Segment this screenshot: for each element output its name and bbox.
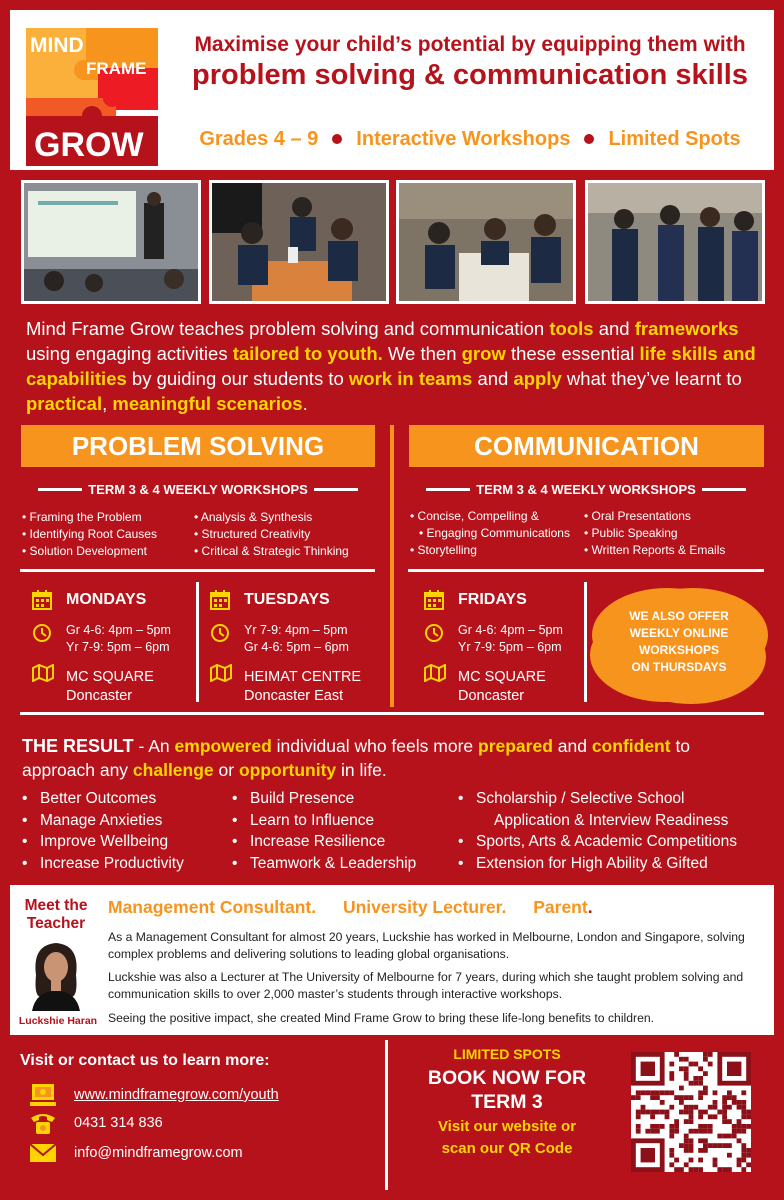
- intro-paragraph: [26, 316, 762, 416]
- map-icon: [210, 664, 232, 682]
- session-location: [66, 668, 194, 706]
- online-workshops-badge: [598, 592, 760, 698]
- clock-icon: [210, 623, 230, 643]
- text-segment: or: [213, 760, 239, 780]
- highlight-text: tools: [549, 318, 594, 339]
- day-name: TUESDAYS: [244, 591, 330, 608]
- contact-section: [10, 1040, 388, 1190]
- list-item: • Scholarship / Selective School: [458, 788, 737, 810]
- list-item: • Structured Creativity: [194, 526, 349, 543]
- role: Parent: [533, 897, 588, 917]
- session-location: [244, 668, 386, 706]
- highlight-text: tailored to youth.: [232, 343, 383, 364]
- contact-phone[interactable]: [28, 1110, 163, 1136]
- tag-grades: Grades 4 – 9: [199, 128, 319, 150]
- text-segment: in life.: [336, 760, 387, 780]
- clock-icon: [424, 623, 444, 643]
- list-item: • Framing the Problem: [22, 509, 157, 526]
- list-item: • Public Speaking: [584, 525, 725, 542]
- text-segment: using engaging activities: [26, 343, 233, 364]
- meet-the-teacher-heading: Meet the Teacher: [24, 897, 88, 932]
- highlight-text: practical: [26, 393, 103, 414]
- email-address[interactable]: info@mindframegrow.com: [74, 1145, 243, 1161]
- visit-line: [404, 1116, 610, 1160]
- headline-line2: problem solving & communication skills: [192, 59, 748, 91]
- headline-line1: Maximise your child’s potential by equipping them with: [194, 33, 746, 56]
- text-segment: ,: [102, 393, 113, 414]
- highlight-text: confident: [591, 736, 671, 756]
- highlight-text: grow: [461, 343, 506, 364]
- highlight-text: prepared: [478, 736, 553, 756]
- highlight-text: empowered: [174, 736, 272, 756]
- list-item-continued: Application & Interview Readiness: [494, 811, 729, 829]
- communication-term-heading: [404, 482, 768, 497]
- list-item: • Teamwork & Leadership: [232, 853, 416, 875]
- bullet-dot: [584, 134, 594, 144]
- calendar-icon: [210, 590, 230, 610]
- problem-bullets-a: [22, 509, 157, 560]
- problem-bullets-b: [194, 509, 349, 560]
- list-item: • Build Presence: [232, 788, 416, 810]
- bio-paragraph: Seeing the positive impact, she created Mind Frame Grow to bring these life-long benefits to children.: [108, 1011, 655, 1025]
- photo-group-activity: [209, 180, 389, 304]
- highlight-text: opportunity: [238, 760, 337, 780]
- role: University Lecturer.: [342, 897, 507, 917]
- header: [10, 10, 774, 170]
- calendar-icon: [32, 590, 52, 610]
- computer-icon: [28, 1082, 58, 1108]
- avatar: [26, 935, 86, 1011]
- bio-paragraph: As a Management Consultant for almost 20 years, Luckshie has worked in Melbourne, London and Singapore, solving complex problems and delivering solutions to leading global organisations.: [108, 930, 745, 961]
- list-item: • Written Reports & Emails: [584, 542, 725, 559]
- bullet-dot: [332, 134, 342, 144]
- list-item: • Better Outcomes: [22, 788, 184, 810]
- text-segment: Mind Frame Grow teaches problem solving and communication: [26, 318, 550, 339]
- map-icon: [424, 664, 446, 682]
- problem-term-heading: [16, 482, 380, 497]
- contact-heading: Visit or contact us to learn more:: [20, 1052, 270, 1069]
- separator: [408, 569, 764, 572]
- badge-line: WORKSHOPS: [638, 643, 719, 657]
- time-line: Gr 4-6: 5pm – 6pm: [244, 640, 349, 654]
- tagline: [170, 128, 770, 151]
- book-now-line: BOOK NOW FOR: [427, 1067, 587, 1089]
- time-line: Gr 4-6: 4pm – 5pm: [66, 623, 171, 637]
- headline: [170, 32, 770, 92]
- highlight-text: work in teams: [348, 368, 473, 389]
- text-segment: and: [552, 736, 592, 756]
- result-title: THE RESULT: [22, 736, 134, 756]
- calendar-icon: [424, 590, 444, 610]
- logo-grow-text: GROW: [34, 126, 144, 164]
- list-item: • Sports, Arts & Academic Competitions: [458, 831, 737, 853]
- text-segment: these essential: [505, 343, 640, 364]
- list-item: • Concise, Compelling &: [410, 508, 570, 525]
- text-segment: .: [302, 393, 308, 414]
- separator: [20, 569, 375, 572]
- time-line: Yr 7-9: 4pm – 5pm: [244, 623, 348, 637]
- text-segment: and: [593, 318, 635, 339]
- photo-students-writing: [396, 180, 576, 304]
- time-line: Yr 7-9: 5pm – 6pm: [458, 640, 562, 654]
- email-icon: [28, 1140, 58, 1166]
- list-item: • Manage Anxieties: [22, 810, 184, 832]
- highlight-text: life skills and capabilities: [26, 343, 756, 389]
- problem-term-label: TERM 3 & 4 WEEKLY WORKSHOPS: [88, 482, 308, 497]
- communication-title: COMMUNICATION: [409, 425, 764, 467]
- session-times: [244, 622, 386, 656]
- text-segment: what they’ve learnt to: [561, 368, 742, 389]
- visit-text: scan our QR Code: [441, 1140, 573, 1157]
- day-divider: [584, 582, 587, 702]
- highlight-text: apply: [513, 368, 562, 389]
- venue: MC SQUARE: [458, 669, 546, 685]
- tag-spots: Limited Spots: [608, 128, 741, 150]
- list-item: • Identifying Root Causes: [22, 526, 157, 543]
- list-item: • Analysis & Synthesis: [194, 509, 349, 526]
- book-now-panel: [404, 1046, 610, 1160]
- session-friday: [424, 588, 584, 706]
- text-segment: individual who feels more: [271, 736, 478, 756]
- result-statement: [22, 734, 762, 782]
- logo-mind-text: MIND: [30, 34, 84, 57]
- session-times: [66, 622, 194, 656]
- term-line: TERM 3: [471, 1091, 543, 1113]
- logo-frame-text: FRAME: [86, 59, 147, 78]
- day-name: MONDAYS: [66, 591, 147, 608]
- website-link[interactable]: www.mindframegrow.com/youth: [74, 1087, 279, 1103]
- contact-website[interactable]: [28, 1082, 279, 1108]
- result-list-2: [232, 788, 416, 874]
- photo-classroom-presentation: [21, 180, 201, 304]
- suburb: Doncaster: [66, 688, 133, 704]
- list-item: • Extension for High Ability & Gifted: [458, 853, 737, 875]
- text-segment: to approach any: [22, 736, 691, 780]
- text-segment: and: [472, 368, 514, 389]
- list-item: • Increase Resilience: [232, 831, 416, 853]
- time-line: Gr 4-6: 4pm – 5pm: [458, 623, 563, 637]
- column-divider: [390, 425, 394, 707]
- list-item: • Storytelling: [410, 542, 570, 559]
- suburb: Doncaster: [458, 688, 525, 704]
- highlight-text: meaningful scenarios: [112, 393, 303, 414]
- limited-spots: LIMITED SPOTS: [453, 1046, 561, 1062]
- highlight-text: challenge: [132, 760, 214, 780]
- text-segment: - An: [133, 736, 175, 756]
- badge-line: WEEKLY ONLINE: [629, 626, 729, 640]
- role-period: .: [587, 897, 593, 917]
- result-list-3: [458, 788, 737, 874]
- session-monday: [32, 588, 194, 706]
- list-item: • Oral Presentations: [584, 508, 725, 525]
- teacher-name: Luckshie Haran: [18, 1015, 98, 1027]
- problem-solving-title: PROBLEM SOLVING: [21, 425, 375, 467]
- text-segment: We then: [382, 343, 462, 364]
- text-segment: by guiding our students to: [126, 368, 349, 389]
- separator: [20, 712, 764, 715]
- list-item: • Improve Wellbeing: [22, 831, 184, 853]
- mind-frame-grow-logo: [26, 28, 158, 166]
- highlight-text: frameworks: [634, 318, 739, 339]
- list-item: • Critical & Strategic Thinking: [194, 543, 349, 560]
- venue: HEIMAT CENTRE: [244, 669, 362, 685]
- list-item: • Learn to Influence: [232, 810, 416, 832]
- session-times: [458, 622, 584, 656]
- day-name: FRIDAYS: [458, 591, 527, 608]
- clock-icon: [32, 623, 52, 643]
- badge-line: WE ALSO OFFER: [629, 609, 729, 623]
- communication-bullets-a: [410, 508, 570, 559]
- communication-term-label: TERM 3 & 4 WEEKLY WORKSHOPS: [476, 482, 696, 497]
- session-location: [458, 668, 584, 706]
- phone-number[interactable]: 0431 314 836: [74, 1115, 163, 1131]
- list-item-continued: • Engaging Communications: [410, 525, 570, 542]
- day-divider: [196, 582, 199, 702]
- list-item: • Solution Development: [22, 543, 157, 560]
- tag-workshops: Interactive Workshops: [356, 128, 571, 150]
- teacher-roles: [108, 897, 615, 918]
- map-icon: [32, 664, 54, 682]
- role: Management Consultant.: [108, 897, 317, 917]
- venue: MC SQUARE: [66, 669, 154, 685]
- qr-code[interactable]: [631, 1052, 751, 1172]
- photo-strip: [21, 180, 765, 304]
- communication-bullets-b: [584, 508, 725, 559]
- badge-line: ON THURSDAYS: [631, 660, 727, 674]
- photo-students-group: [585, 180, 765, 304]
- list-item: • Increase Productivity: [22, 853, 184, 875]
- phone-icon: [28, 1110, 58, 1136]
- result-list-1: [22, 788, 184, 874]
- teacher-section: [10, 885, 774, 1035]
- time-line: Yr 7-9: 5pm – 6pm: [66, 640, 170, 654]
- suburb: Doncaster East: [244, 688, 344, 704]
- contact-email[interactable]: [28, 1140, 243, 1166]
- visit-text: Visit our website or: [437, 1118, 577, 1135]
- bio-paragraph: Luckshie was also a Lecturer at The University of Melbourne for 7 years, during which she taught problem solving and communication skills to over 2,000 master’s students through interactive workshops.: [108, 970, 744, 1001]
- session-tuesday: [210, 588, 386, 706]
